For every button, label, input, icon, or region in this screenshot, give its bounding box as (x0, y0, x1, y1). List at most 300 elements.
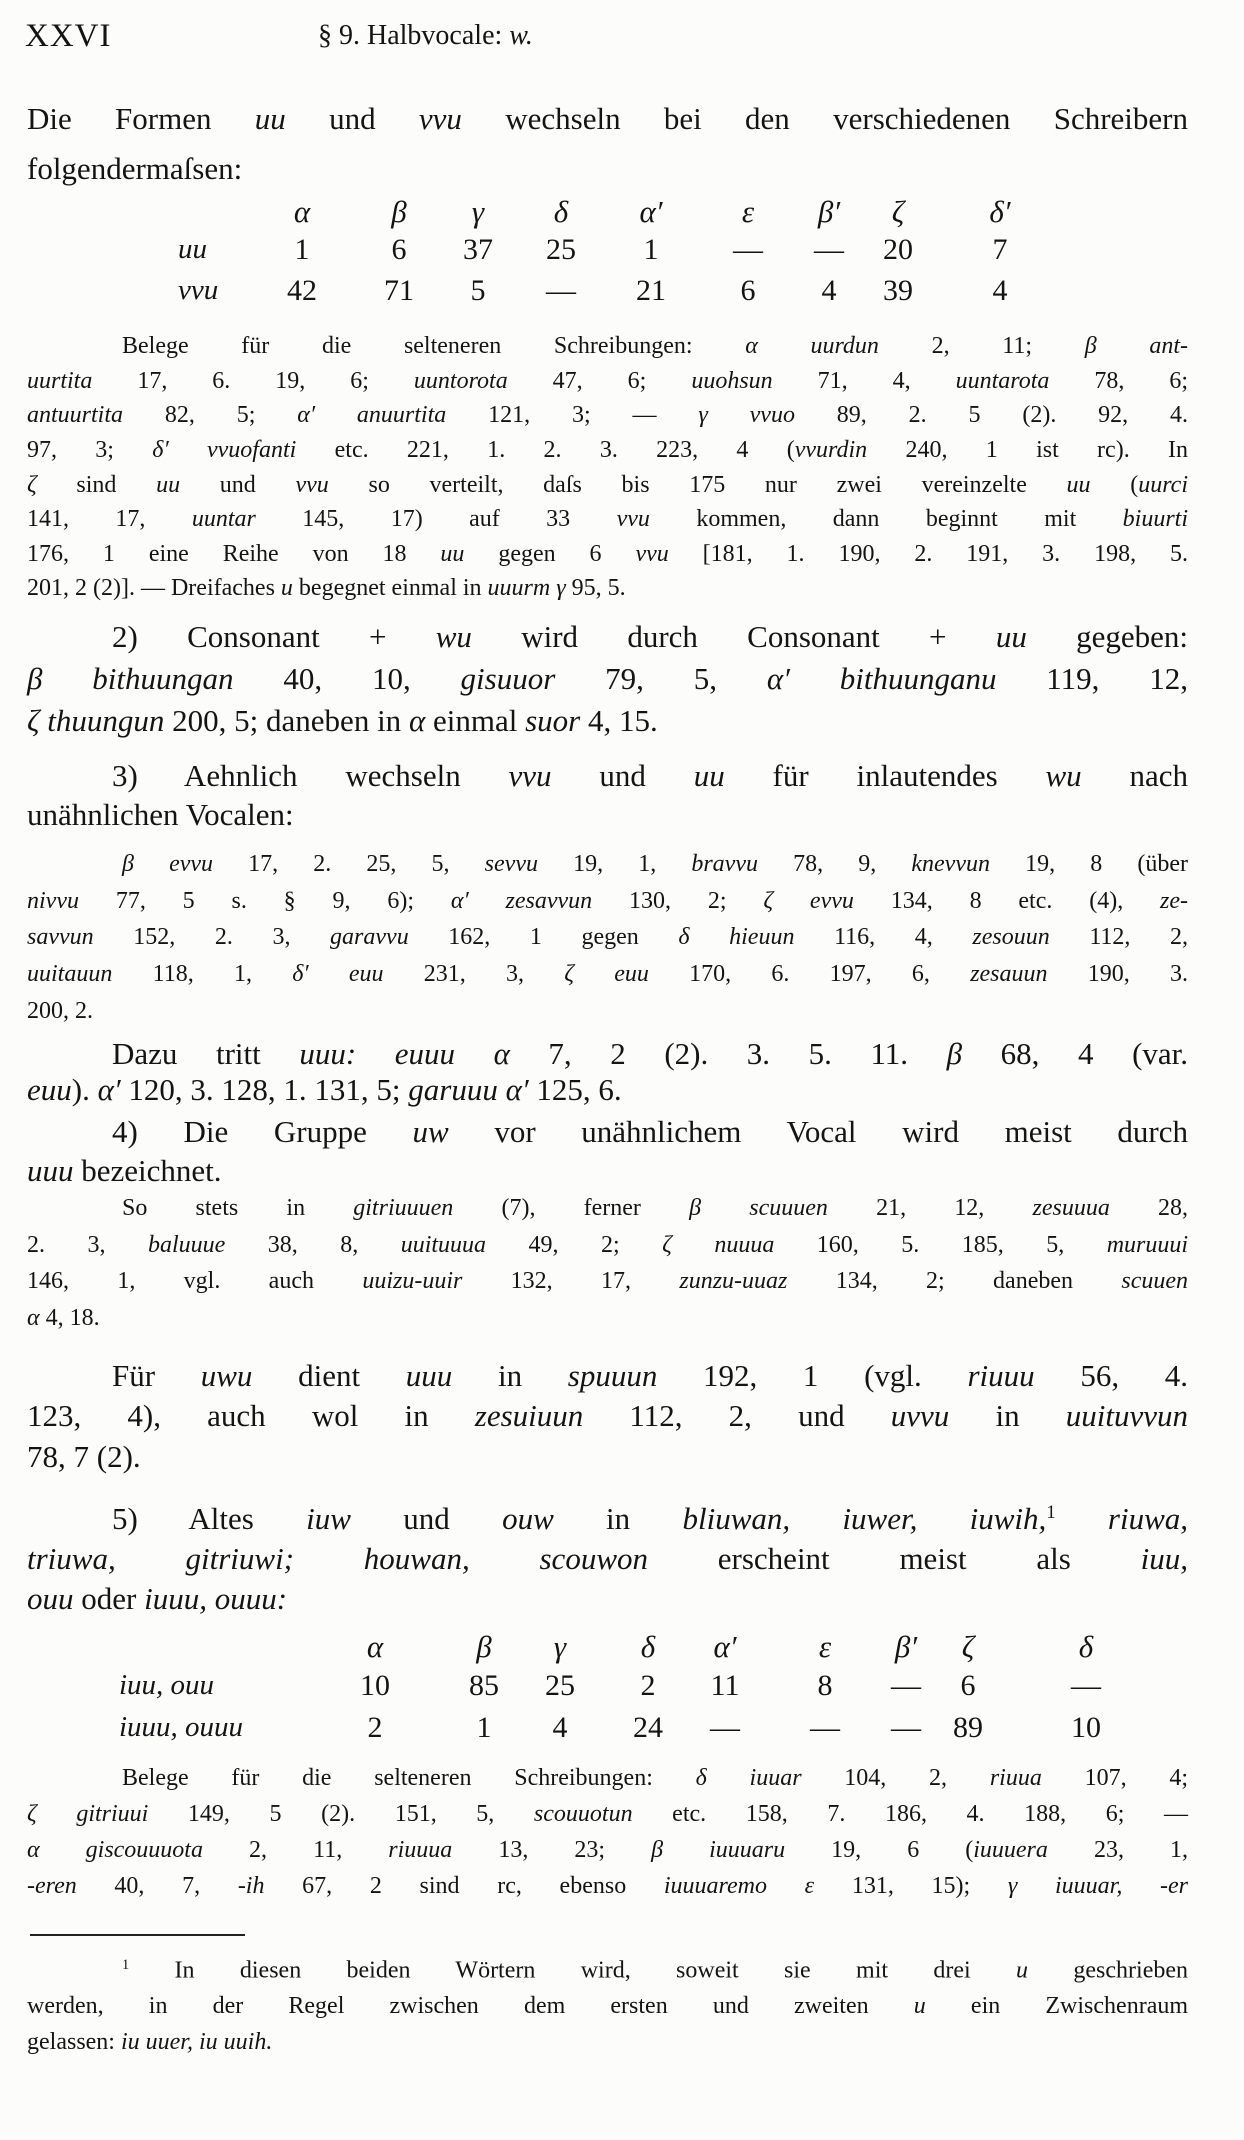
text-run: so verteilt, daſs bis 175 nur zwei vereinzelte (328, 471, 1067, 498)
text-run: 121, 3; — (446, 402, 699, 429)
text-run: 132, 17, (462, 1268, 680, 1295)
text-run: wu (1045, 757, 1082, 793)
text-run: muruuui (1106, 1231, 1189, 1258)
column-header: α (366, 1628, 384, 1664)
text-run: u (1016, 1957, 1029, 1984)
text-run: ζ (27, 471, 37, 498)
text-run: knevvun (911, 851, 990, 878)
text-run: und (551, 757, 694, 793)
text-run: 2) Consonant + (112, 618, 436, 654)
text-run: ouu (27, 1580, 74, 1616)
text-run: und (285, 100, 419, 136)
sec2-line (27, 661, 1188, 697)
text-run: ( (1090, 471, 1139, 498)
text-run: 112, 2, und (583, 1398, 891, 1434)
text-run: 78, 6; (1049, 367, 1189, 394)
belege1-line (27, 437, 1188, 464)
text-run: -eren (27, 1873, 77, 1900)
text-run: 28, (1109, 1195, 1189, 1222)
text-run: baluuue (147, 1231, 226, 1258)
section-title: § 9. Halbvocale: (318, 20, 510, 51)
table-cell: 10 (1071, 1710, 1101, 1744)
text-run: 231, 3, (383, 960, 565, 987)
column-header: β′ (817, 193, 841, 229)
text-run: vvu (295, 471, 329, 498)
text-run: gegeben: (1026, 618, 1188, 654)
column-header: β (476, 1628, 492, 1664)
text-run: 145, 17) auf 33 (255, 506, 617, 533)
column-header: α (293, 193, 311, 229)
text-run: 2, 11, (202, 1837, 389, 1864)
text-run: iuuuaremo ε (663, 1873, 815, 1900)
text-run: 47, 6; (507, 367, 692, 394)
text-run: 79, 5, (555, 660, 767, 696)
table-cell: 11 (710, 1668, 740, 1702)
text-run: folgendermaſsen: (27, 150, 243, 186)
column-header: ζ (961, 1628, 975, 1664)
text-run: vor unähnlichem Vocal wird meist durch (448, 1113, 1188, 1149)
column-header: δ′ (989, 193, 1011, 229)
text-run: iuuuera (973, 1837, 1048, 1864)
text-run: 120, 3. 128, 1. 131, 5; (120, 1071, 409, 1107)
text-run: nivvu (27, 887, 79, 914)
sostets-line (122, 1195, 1188, 1222)
text-run: geschrieben (1028, 1957, 1188, 1984)
table-cell: — (710, 1710, 740, 1744)
text-run: riuuu (967, 1357, 1035, 1393)
text-run: 112, 2, (1049, 924, 1189, 951)
sec2-line (27, 703, 658, 739)
belege2-line (27, 1873, 1188, 1900)
text-run: 134, 2; daneben (787, 1268, 1122, 1295)
text-run: uu (156, 471, 181, 498)
text-run: uu (693, 757, 725, 793)
text-run: 190, 3. (1047, 960, 1189, 987)
table-cell: 8 (817, 1668, 833, 1702)
text-run: 130, 2; (592, 887, 764, 914)
text-run: 118, 1, (112, 960, 293, 987)
dazu-line (27, 1072, 622, 1108)
text-run: Die Formen (27, 100, 255, 136)
text-run: ze- (1160, 887, 1189, 914)
text-run: etc. 158, 7. 186, 4. 188, 6; — (632, 1801, 1189, 1828)
text-run: gisuuor (460, 660, 556, 696)
text-run: uuntorota (413, 367, 508, 394)
text-run: 21, 12, (827, 1195, 1033, 1222)
text-run: euu (27, 1071, 72, 1107)
small2-line (27, 888, 1188, 915)
text-run: ζ gitriuui (27, 1801, 149, 1828)
text-run: für inlautendes (724, 757, 1046, 793)
text-run: 2, 11; (878, 333, 1085, 360)
text-run: 89, 2. 5 (2). 92, 4. (794, 402, 1189, 429)
text-run: 131, 15); (814, 1873, 1008, 1900)
table-cell: 25 (545, 1668, 575, 1702)
column-header: ε (818, 1628, 832, 1664)
text-run: α′ zesavvun (450, 887, 593, 914)
page-number: XXVI (25, 18, 112, 54)
text-run: Belege für die selteneren Schreibungen: (122, 1765, 696, 1792)
footnote-line (27, 1993, 1188, 2020)
intro-line (27, 151, 242, 187)
text-run: uuu (405, 1357, 453, 1393)
text-run: uuu (27, 1152, 74, 1188)
text-run: zesouun (972, 924, 1050, 951)
text-run: begegnet einmal in (292, 575, 488, 602)
text-run: vvu (508, 757, 552, 793)
text-run: bliuwan, iuwer, iuwih, (682, 1500, 1047, 1536)
text-run: δ′ vvuofanti (152, 436, 297, 463)
text-run: sind (36, 471, 157, 498)
text-run: β bithuungan (27, 660, 234, 696)
text-run: α giscouuuota (27, 1837, 203, 1864)
text-run: 71, 4, (772, 367, 956, 394)
column-header: β (391, 193, 407, 229)
text-run: 176, 1 eine Reihe von 18 (27, 540, 441, 567)
text-run: δ iuuar (695, 1765, 802, 1792)
text-run: β ant- (1084, 333, 1189, 360)
footnote-rule (30, 1934, 245, 1936)
text-run: iuu, (1140, 1540, 1188, 1576)
text-run: 49, 2; (486, 1231, 663, 1258)
text-run: 17, 6. 19, 6; (92, 367, 414, 394)
text-run: uurci (1138, 471, 1189, 498)
column-header: α′ (639, 193, 663, 229)
text-run: Dazu tritt (112, 1035, 300, 1071)
text-run: uu (440, 540, 465, 567)
text-run: β iuuuaru (651, 1837, 786, 1864)
text-run: erscheint meist als (648, 1540, 1141, 1576)
belege1-line (27, 368, 1188, 395)
table-cell: 4 (821, 273, 837, 307)
text-run: 149, 5 (2). 151, 5, (148, 1801, 534, 1828)
text-run: 82, 5; (123, 402, 298, 429)
small2-line (27, 961, 1188, 988)
text-run: 3) Aehnlich wechseln (112, 757, 509, 793)
text-run: 40, 10, (233, 660, 461, 696)
table-cell: 5 (470, 273, 486, 307)
text-run: 201, 2 (2)]. — Dreifaches (27, 575, 281, 602)
text-run: Belege für die selteneren Schreibungen: (122, 333, 746, 360)
text-run: ein Zwischenraum (925, 1993, 1189, 2020)
text-run: ζ thuungun (27, 702, 165, 738)
text-run: kommen, dann beginnt mit (649, 506, 1123, 533)
text-run: bezeichnet. (73, 1152, 222, 1188)
table-cell: 24 (633, 1710, 663, 1744)
text-run: 162, 1 gegen (408, 924, 679, 951)
footnote-line (27, 2029, 272, 2056)
text-run: γ iuuuar, -er (1007, 1873, 1189, 1900)
text-run: uu (1066, 471, 1091, 498)
text-run: 125, 6. (528, 1071, 622, 1107)
footnote-line (122, 1957, 1188, 1985)
text-run: uuituvvun (1065, 1398, 1188, 1434)
text-run: ζ nuuua (662, 1231, 775, 1258)
text-run: β evvu (122, 851, 214, 878)
text-run: 200, 5; daneben in (164, 702, 409, 738)
text-run: 200, 2. (27, 997, 93, 1024)
dazu-line (112, 1036, 1188, 1072)
text-run: β (946, 1035, 963, 1071)
text-run: riuuua (388, 1837, 453, 1864)
text-run: 67, 2 sind rc, ebenso (264, 1873, 664, 1900)
table-cell: 6 (960, 1668, 976, 1702)
belege1-line (122, 333, 1188, 360)
belege1-line (27, 506, 1188, 533)
text-run: uuu: euuu α (299, 1035, 510, 1071)
text-run: garavvu (330, 924, 409, 951)
table-cell: 37 (463, 232, 493, 266)
row-label: vvu (178, 273, 219, 306)
text-run: 17, 2. 25, 5, (213, 851, 485, 878)
text-run: u (280, 575, 293, 602)
table-cell: 7 (992, 232, 1008, 266)
column-header: ε (741, 193, 755, 229)
table-cell: 4 (552, 1710, 568, 1744)
text-run: α′ anuurtita (297, 402, 447, 429)
belege1-line (27, 575, 626, 602)
sec2-line (112, 619, 1188, 655)
text-run: 78, 7 (2). (27, 1438, 141, 1474)
sostets-line (27, 1305, 100, 1332)
table-cell: — (1071, 1668, 1101, 1702)
text-run: gelassen: (27, 2029, 121, 2056)
table-cell: 39 (883, 273, 913, 307)
text-run: scuuen (1121, 1268, 1189, 1295)
table-cell: 2 (367, 1710, 383, 1744)
text-run: α′ (97, 1071, 121, 1107)
text-run: 95, 5. (565, 575, 626, 602)
text-run: gegen 6 (464, 540, 636, 567)
text-run: γ vvuo (698, 402, 795, 429)
table-cell: 4 (992, 273, 1008, 307)
row-label: uu (178, 232, 207, 265)
sec3-line (27, 797, 294, 833)
text-run: 13, 23; (452, 1837, 652, 1864)
table-cell: — (733, 232, 763, 266)
text-run: ζ evvu (763, 887, 854, 914)
text-run: in (452, 1357, 568, 1393)
text-run: zesuuua (1032, 1195, 1110, 1222)
text-run: uuntarota (955, 367, 1050, 394)
table-cell: — (810, 1710, 840, 1744)
text-run: 97, 3; (27, 436, 153, 463)
text-run: iuuu, ouuu: (144, 1580, 288, 1616)
text-run: uvvu (890, 1398, 950, 1434)
text-run: uuohsun (691, 367, 773, 394)
text-run: δ hieuun (678, 924, 795, 951)
text-run: 152, 2. 3, (93, 924, 331, 951)
text-run: garuuu α′ (408, 1071, 529, 1107)
footnote-marker[interactable]: 1 (1046, 1501, 1056, 1523)
table-cell: 2 (640, 1668, 656, 1702)
text-run: 40, 7, (76, 1873, 238, 1900)
column-header: δ (640, 1628, 656, 1664)
table-cell: 10 (360, 1668, 390, 1702)
sostets-line (27, 1232, 1188, 1259)
row-label: iuu, ouu (119, 1668, 215, 1701)
text-run: spuuun (567, 1357, 658, 1393)
small2-line (122, 851, 1188, 878)
row-label: iuuu, ouuu (119, 1710, 244, 1743)
text-run: suor (525, 702, 581, 738)
column-header: δ (1078, 1628, 1094, 1664)
sec5-line (112, 1501, 1188, 1537)
text-run: 107, 4; (1041, 1765, 1189, 1792)
belege2-line (27, 1837, 1188, 1864)
text-run: uuitauun (27, 960, 113, 987)
text-run: zesauun (970, 960, 1048, 987)
text-run: In diesen beiden Wörtern wird, soweit sie mit drei (129, 1957, 1017, 1984)
text-run: -ih (237, 1873, 265, 1900)
small2-line (27, 924, 1188, 951)
text-run: β scuuuen (689, 1195, 828, 1222)
text-run: uwu (200, 1357, 253, 1393)
text-run: uu (995, 618, 1027, 654)
table-cell: — (891, 1668, 921, 1702)
table-cell: — (891, 1710, 921, 1744)
text-run: α (27, 1304, 40, 1331)
text-run: 160, 5. 185, 5, (774, 1231, 1107, 1258)
column-header: γ (553, 1628, 567, 1664)
text-run: vvu (418, 100, 462, 136)
text-run: vvu (635, 540, 669, 567)
sec3-line (112, 758, 1188, 794)
table-cell: — (814, 232, 844, 266)
text-run: 68, 4 (var. (962, 1035, 1189, 1071)
text-run: 192, 1 (vgl. (657, 1357, 968, 1393)
table-cell: 1 (643, 232, 659, 266)
text-run: 134, 8 etc. (4), (853, 887, 1161, 914)
text-run: 4, 15. (580, 702, 658, 738)
running-head (318, 20, 533, 52)
section-letter: w. (509, 20, 533, 51)
sec5-line (27, 1541, 1188, 1577)
text-run: uurtita (27, 367, 93, 394)
text-run: und (180, 471, 296, 498)
text-run: uuurm γ (487, 575, 566, 602)
column-header: α′ (713, 1628, 737, 1664)
fuer-line (27, 1398, 1188, 1434)
text-run: 4, 18. (39, 1304, 100, 1331)
belege1-line (27, 472, 1188, 499)
footnote-marker[interactable]: 1 (122, 1957, 130, 1974)
text-run: 56, 4. (1034, 1357, 1189, 1393)
table-cell: 1 (294, 232, 310, 266)
belege2-line (122, 1765, 1188, 1792)
text-run: 23, 1, (1047, 1837, 1189, 1864)
table-cell: 71 (384, 273, 414, 307)
text-run: ). (71, 1071, 98, 1107)
text-run: uuituuua (400, 1231, 487, 1258)
text-run: (7), ferner (453, 1195, 690, 1222)
text-run: und (350, 1500, 503, 1536)
belege1-line (27, 541, 1188, 568)
text-run: vvu (616, 506, 650, 533)
sostets-line (27, 1268, 1188, 1295)
text-run: 119, 12, (996, 660, 1188, 696)
text-run: dient (252, 1357, 406, 1393)
text-run: α′ bithuunganu (766, 660, 997, 696)
text-run: werden, in der Regel zwischen dem ersten und zweiten (27, 1993, 914, 2020)
text-run: wird durch Consonant + (471, 618, 996, 654)
text-run: u (913, 1993, 926, 2020)
sec4-line (27, 1153, 222, 1189)
text-run: oder (73, 1580, 145, 1616)
text-run: biuurti (1122, 506, 1189, 533)
text-run: vvurdin (794, 436, 868, 463)
text-run: savvun (27, 924, 94, 951)
table-cell: 6 (391, 232, 407, 266)
text-run: 240, 1 ist rc). In (867, 436, 1188, 463)
text-run: 38, 8, (225, 1231, 401, 1258)
text-run: sevvu (484, 851, 538, 878)
text-run: wu (435, 618, 472, 654)
text-run: iuw (306, 1500, 351, 1536)
column-header: β′ (894, 1628, 918, 1664)
text-run (1056, 1501, 1108, 1536)
text-run: 104, 2, (801, 1765, 990, 1792)
sec5-line (27, 1581, 287, 1617)
text-run: scouuotun (533, 1801, 633, 1828)
fuer-line (27, 1439, 141, 1475)
table-cell: 25 (546, 232, 576, 266)
text-run: uu (254, 100, 286, 136)
intro-line (27, 101, 1188, 137)
text-run: triuwa, gitriuwi; houwan, scouwon (27, 1540, 648, 1576)
table-cell: 1 (476, 1710, 492, 1744)
text-run: ζ euu (564, 960, 649, 987)
text-run: in (553, 1500, 683, 1536)
text-run: uw (412, 1113, 449, 1149)
text-run: 7, 2 (2). 3. 5. 11. (509, 1035, 947, 1071)
text-run: uuizu-uuir (362, 1268, 463, 1295)
small2-line (27, 998, 93, 1025)
text-run: riuwa, (1107, 1500, 1189, 1536)
column-header: γ (471, 193, 485, 229)
text-run: 116, 4, (794, 924, 973, 951)
text-run: unähnlichen Vocalen: (27, 796, 294, 832)
column-header: ζ (891, 193, 905, 229)
table-cell: 42 (287, 273, 317, 307)
table-cell: 6 (740, 273, 756, 307)
text-run: ouw (502, 1500, 554, 1536)
text-run: nach (1081, 757, 1189, 793)
text-run: 4) Die Gruppe (112, 1113, 413, 1149)
text-run: 19, 1, (537, 851, 692, 878)
text-run: 5) Altes (112, 1500, 307, 1536)
text-run: gitriuuuen (353, 1195, 454, 1222)
text-run: 78, 9, (758, 851, 912, 878)
text-run: einmal (425, 702, 526, 738)
text-run: 77, 5 s. § 9, 6); (78, 887, 451, 914)
belege2-line (27, 1801, 1188, 1828)
text-run: bravvu (691, 851, 758, 878)
column-header: δ (553, 193, 569, 229)
table-cell: — (546, 273, 576, 307)
text-run: zunzu-uuaz (679, 1268, 788, 1295)
text-run: So stets in (122, 1195, 354, 1222)
text-run: 2. 3, (27, 1231, 148, 1258)
fuer-line (112, 1358, 1188, 1394)
text-run: α uurdun (745, 333, 879, 360)
text-run: antuurtita (27, 402, 124, 429)
text-run: wechseln bei den verschiedenen Schreibern (461, 100, 1188, 136)
table-cell: 89 (953, 1710, 983, 1744)
text-run: riuua (989, 1765, 1042, 1792)
text-run: uuntar (191, 506, 256, 533)
text-run: 19, 6 ( (785, 1837, 974, 1864)
